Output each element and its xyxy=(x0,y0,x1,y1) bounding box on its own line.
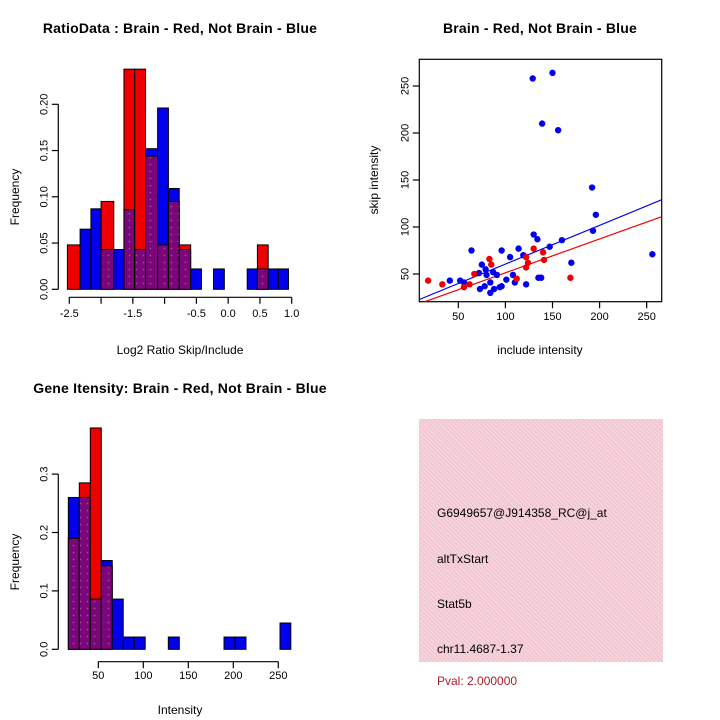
data-point-blue xyxy=(481,283,487,289)
x-tick-label: 100 xyxy=(496,311,515,323)
hist-bar xyxy=(123,637,134,649)
hist-bar xyxy=(168,637,179,649)
x-tick-label: -2.5 xyxy=(59,308,79,320)
hist-bar-overlap xyxy=(101,250,114,290)
x-tick-label: -1.5 xyxy=(123,308,143,320)
chart-title: RatioData : Brain - Red, Not Brain - Blue xyxy=(42,20,318,36)
x-tick-label: 0.5 xyxy=(252,308,268,320)
hist-bar xyxy=(91,209,101,289)
hist-bar-overlap xyxy=(68,538,79,649)
y-tick-label: 0.10 xyxy=(38,186,51,208)
data-point-red xyxy=(425,277,431,283)
data-point-red xyxy=(471,271,477,277)
y-tick-label: 150 xyxy=(399,170,412,190)
hist-bar xyxy=(80,229,91,289)
x-tick-label: 0.0 xyxy=(220,308,236,320)
hist-bar-overlap xyxy=(146,156,158,289)
hist-bar xyxy=(268,269,278,289)
data-point-blue xyxy=(468,247,474,253)
hist-bar xyxy=(134,637,145,649)
hist-bar-overlap xyxy=(79,497,90,649)
y-tick-label: 0.0 xyxy=(38,641,51,657)
data-point-blue xyxy=(447,277,453,283)
y-axis-label: skip intensity xyxy=(367,145,381,215)
locus-text: chr11.4687-1.37 xyxy=(437,642,524,656)
x-tick-label: 1.0 xyxy=(284,308,300,320)
panel-gene-intensity-histogram xyxy=(0,360,360,720)
y-tick-label: 0.3 xyxy=(38,466,51,482)
data-point-red xyxy=(488,261,494,267)
x-axis-label: Log2 Ratio Skip/Include xyxy=(116,343,244,357)
y-tick-label: 100 xyxy=(399,217,412,237)
data-point-red xyxy=(486,256,492,262)
plot-box xyxy=(419,59,661,301)
data-point-blue xyxy=(538,275,544,281)
data-point-red xyxy=(523,254,529,260)
y-tick-label: 0.1 xyxy=(38,583,51,599)
x-tick-label: -0.5 xyxy=(186,308,206,320)
data-point-blue xyxy=(498,247,504,253)
data-point-blue xyxy=(530,75,536,81)
hist-bar-overlap xyxy=(168,201,179,289)
data-point-blue xyxy=(534,236,540,242)
hist-bar-overlap xyxy=(158,245,169,289)
data-point-red xyxy=(540,249,546,255)
y-tick-label: 50 xyxy=(399,267,412,281)
hist-bar xyxy=(112,599,123,649)
plot-area xyxy=(420,70,662,303)
event-type-text: altTxStart xyxy=(437,552,489,566)
hist-bar-overlap xyxy=(90,599,101,649)
hist-bar-overlap xyxy=(101,566,112,650)
y-tick-label: 0.15 xyxy=(38,139,51,162)
data-point-red xyxy=(439,281,445,287)
y-axis-label: Frequency xyxy=(8,533,22,591)
data-point-blue xyxy=(593,212,599,218)
x-tick-label: 250 xyxy=(637,311,656,323)
panel-intensity-scatter xyxy=(360,0,720,360)
x-tick-label: 150 xyxy=(543,311,562,323)
data-point-blue xyxy=(491,286,497,292)
chart-title: Gene Itensity: Brain - Red, Not Brain - Blue xyxy=(33,380,327,396)
hist-bar xyxy=(224,637,235,649)
panel-gene-info xyxy=(360,360,720,720)
gene-intensity-histogram-plot xyxy=(0,360,360,720)
data-point-blue xyxy=(523,281,529,287)
x-tick-label: 200 xyxy=(590,311,609,323)
hist-bar xyxy=(247,269,257,289)
hist-bar-overlap xyxy=(257,269,268,289)
pval-text: Pval: 2.000000 xyxy=(437,674,518,688)
data-point-blue xyxy=(590,228,596,234)
x-tick-label: 100 xyxy=(134,670,153,682)
data-point-blue xyxy=(482,266,488,272)
data-point-red xyxy=(530,245,536,251)
hist-bar-overlap xyxy=(135,250,146,290)
y-tick-label: 0.20 xyxy=(38,93,51,116)
hist-bar xyxy=(67,245,80,289)
x-axis-label: include intensity xyxy=(497,343,583,357)
data-point-blue xyxy=(589,184,595,190)
data-point-blue xyxy=(649,251,655,257)
data-point-blue xyxy=(539,120,545,126)
chart-title: Brain - Red, Not Brain - Blue xyxy=(442,20,638,36)
data-point-blue xyxy=(546,244,552,250)
data-point-blue xyxy=(507,254,513,260)
hist-bar xyxy=(280,623,291,649)
data-point-red xyxy=(541,257,547,263)
data-point-blue xyxy=(515,245,521,251)
data-point-red xyxy=(466,281,472,287)
data-point-blue xyxy=(494,272,500,278)
x-axis-label: Intensity xyxy=(157,703,203,717)
data-point-blue xyxy=(555,127,561,133)
x-tick-label: 50 xyxy=(452,311,465,323)
y-tick-label: 250 xyxy=(399,76,412,96)
hist-bar-overlap xyxy=(179,250,190,290)
panel-ratio-histogram xyxy=(0,0,360,360)
x-tick-label: 150 xyxy=(179,670,198,682)
hist-bar xyxy=(214,269,225,289)
y-tick-label: 0.2 xyxy=(38,524,51,541)
y-axis-label: Frequency xyxy=(8,168,22,226)
data-point-blue xyxy=(503,276,509,282)
data-point-red xyxy=(525,260,531,266)
hist-bar xyxy=(114,250,124,290)
intensity-scatter-plot xyxy=(360,0,720,360)
x-tick-label: 250 xyxy=(269,670,288,682)
data-point-blue xyxy=(483,272,489,278)
data-point-red xyxy=(567,275,573,281)
hist-bar xyxy=(235,637,246,649)
x-tick-label: 50 xyxy=(92,670,105,682)
gene-name-text: Stat5b xyxy=(437,597,472,611)
hist-bar-overlap xyxy=(124,210,135,290)
ratio-histogram-plot xyxy=(0,0,360,360)
gene-info-box xyxy=(419,419,663,688)
y-tick-label: 0.05 xyxy=(38,232,51,254)
data-point-blue xyxy=(498,283,504,289)
data-point-red xyxy=(514,276,520,282)
data-point-red xyxy=(461,284,467,290)
y-tick-label: 0.00 xyxy=(38,278,51,301)
x-tick-label: 200 xyxy=(224,670,243,682)
y-tick-label: 200 xyxy=(399,123,412,143)
data-point-blue xyxy=(487,279,493,285)
hist-bar xyxy=(278,269,288,289)
blue-fit-line xyxy=(420,200,662,300)
data-point-blue xyxy=(568,260,574,266)
hist-bar xyxy=(191,269,202,289)
probe-id-text: G6949657@J914358_RC@j_at xyxy=(437,506,607,520)
data-point-blue xyxy=(559,237,565,243)
data-point-blue xyxy=(549,70,555,76)
